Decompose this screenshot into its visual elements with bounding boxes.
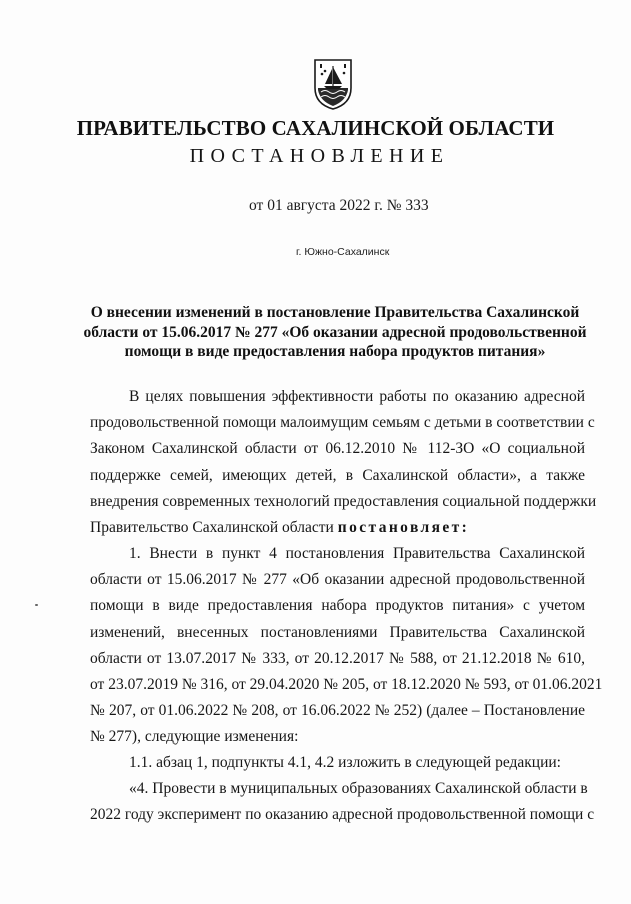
title-line: помощи в виде предоставления набора продуктов питания» [124, 343, 546, 360]
text-line: продовольственной помощи малоимущим семьям с детьми в соответствии с [90, 414, 595, 432]
text-line: области от 13.07.2017 № 333, от 20.12.2017 № 588, от 21.12.2018 № 610, [90, 649, 585, 667]
document-type: ПОСТАНОВЛЕНИЕ [189, 145, 450, 167]
resolution-prefix: Правительство Сахалинской области [90, 519, 338, 537]
scan-speck [35, 604, 38, 606]
document-date-number: от 01 августа 2022 г. № 333 [249, 197, 429, 214]
text-line: «4. Провести в муниципальных образованиях Сахалинской области в [129, 780, 588, 797]
text-line: помощи в виде предоставления набора продуктов питания» с учетом [90, 597, 585, 615]
title-line: О внесении изменений в постановление Правительства Сахалинской [90, 304, 580, 321]
title-line: области от 15.06.2017 № 277 «Об оказании адресной продовольственной [83, 323, 587, 341]
text-line: В целях повышения эффективности работы по оказанию адресной [129, 388, 585, 405]
paragraph-subitem-1-1 [90, 750, 585, 776]
text-line: № 207, от 01.06.2022 № 208, от 16.06.2022 № 252) (далее – Постановление [90, 702, 585, 720]
text-line: изменений, внесенных постановлениями Правительства Сахалинской [90, 623, 585, 641]
text-line: 1.1. абзац 1, подпункты 4.1, 4.2 изложить в следующей редакции: [129, 754, 561, 771]
text-line: 1. Внести в пункт 4 постановления Правительства Сахалинской [129, 545, 585, 562]
text-line: Законом Сахалинской области от 06.12.2010 № 112-ЗО «О социальной [90, 440, 585, 458]
text-line [90, 515, 585, 541]
text-line: внедрения современных технологий предоставления социальной поддержки [90, 492, 597, 510]
paragraph-item-1 [90, 541, 603, 751]
text-line: № 277), следующие изменения: [90, 728, 299, 746]
document-place: г. Южно-Сахалинск [296, 246, 390, 258]
resolution-verb: постановляет: [337, 519, 470, 537]
organization-name: ПРАВИТЕЛЬСТВО САХАЛИНСКОЙ ОБЛАСТИ [76, 116, 555, 140]
text-line: поддержке семей, имеющих детей, в Сахалинской области», а также [90, 466, 585, 484]
paragraph-quote-item-4 [90, 776, 595, 828]
coat-of-arms-icon [313, 58, 353, 110]
paragraph-preamble [90, 384, 597, 541]
text-line: 2022 году эксперимент по оказанию адресной продовольственной помощи с [90, 806, 595, 824]
document-title [70, 303, 600, 362]
text-line: от 23.07.2019 № 316, от 29.04.2020 № 205, от 18.12.2020 № 593, от 01.06.2021 [90, 676, 603, 694]
text-line: области от 15.06.2017 № 277 «Об оказании адресной продовольственной [90, 571, 585, 589]
